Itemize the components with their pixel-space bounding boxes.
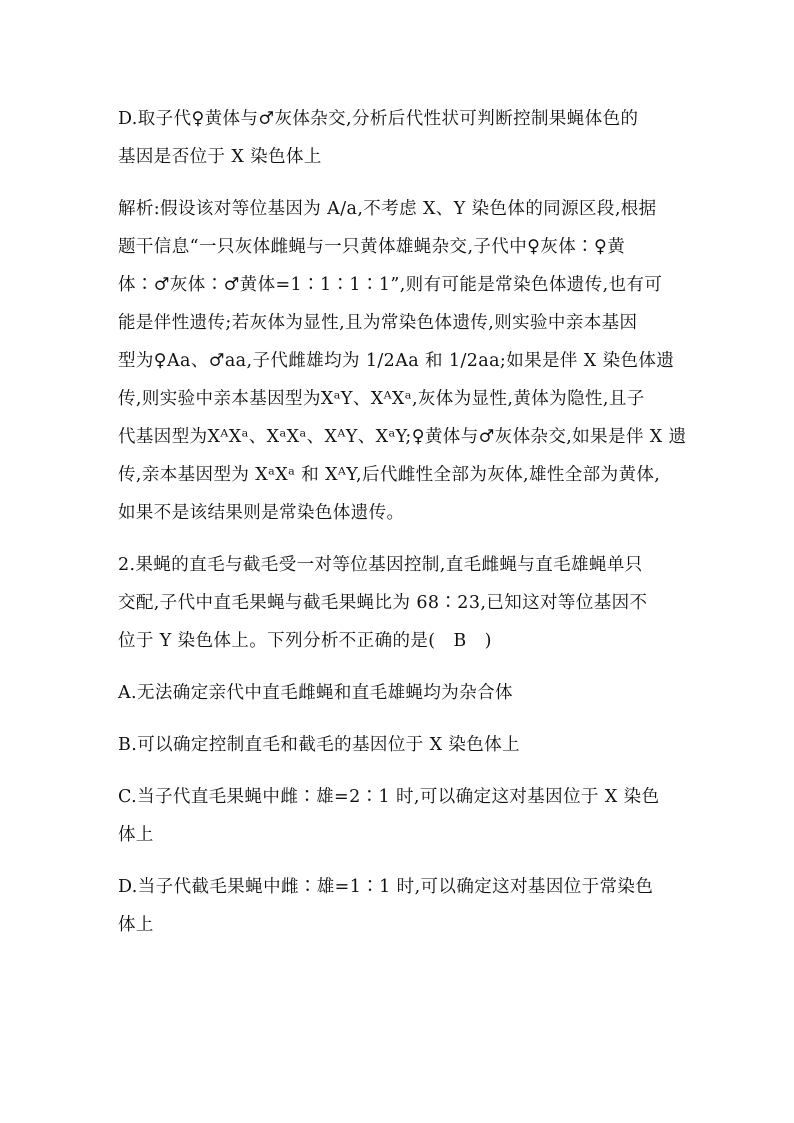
text-line: D.取子代♀黄体与♂灰体杂交,分析后代性状可判断控制果蝇体色的	[118, 109, 639, 129]
text-line: 如果不是该结果则是常染色体遗传。	[118, 503, 405, 523]
text-line: D.当子代截毛果蝇中雌∶雄=1∶1 时,可以确定这对基因位于常染色	[118, 877, 654, 897]
option-c	[118, 778, 678, 854]
text-line: B.可以确定控制直毛和截毛的基因位于 X 染色体上	[118, 735, 521, 755]
text-line: 位于 Y 染色体上。下列分析不正确的是( B )	[118, 631, 492, 651]
question-2	[118, 546, 678, 660]
option-b	[118, 726, 678, 764]
option-d	[118, 868, 678, 944]
text-line: 能是伴性遗传;若灰体为显性,且为常染色体遗传,则实验中亲本基因	[118, 313, 638, 333]
option-d-previous	[118, 100, 678, 176]
text-line: 解析:假设该对等位基因为 A/a,不考虑 X、Y 染色体的同源区段,根据	[118, 199, 657, 219]
text-line: C.当子代直毛果蝇中雌∶雄=2∶1 时,可以确定这对基因位于 X 染色	[118, 787, 660, 807]
text-line: 题干信息“一只灰体雌蝇与一只黄体雄蝇杂交,子代中♀灰体∶♀黄	[118, 237, 626, 257]
analysis-paragraph	[118, 190, 687, 532]
text-line: 传,则实验中亲本基因型为XᵃY、XᴬXᵃ,灰体为显性,黄体为隐性,且子	[118, 389, 645, 409]
text-line: 传,亲本基因型为 XᵃXᵃ 和 XᴬY,后代雌性全部为灰体,雄性全部为黄体,	[118, 465, 661, 485]
text-line: A.无法确定亲代中直毛雌蝇和直毛雄蝇均为杂合体	[118, 683, 513, 703]
text-line: 体∶♂灰体∶♂黄体=1∶1∶1∶1”,则有可能是常染色体遗传,也有可	[118, 275, 663, 295]
text-line: 2.果蝇的直毛与截毛受一对等位基因控制,直毛雌蝇与直毛雄蝇单只	[118, 555, 643, 575]
text-line: 型为♀Aa、♂aa,子代雌雄均为 1/2Aa 和 1/2aa;如果是伴 X 染色体遗	[118, 351, 675, 371]
text-line: 代基因型为XᴬXᵃ、XᵃXᵃ、XᴬY、XᵃY;♀黄体与♂灰体杂交,如果是伴 X 遗	[118, 427, 687, 447]
text-line: 基因是否位于 X 染色体上	[118, 147, 322, 167]
text-line: 体上	[118, 915, 154, 935]
option-a	[118, 674, 678, 712]
document-content	[118, 100, 687, 958]
text-line: 体上	[118, 825, 154, 845]
text-line: 交配,子代中直毛果蝇与截毛果蝇比为 68∶23,已知这对等位基因不	[118, 593, 648, 613]
